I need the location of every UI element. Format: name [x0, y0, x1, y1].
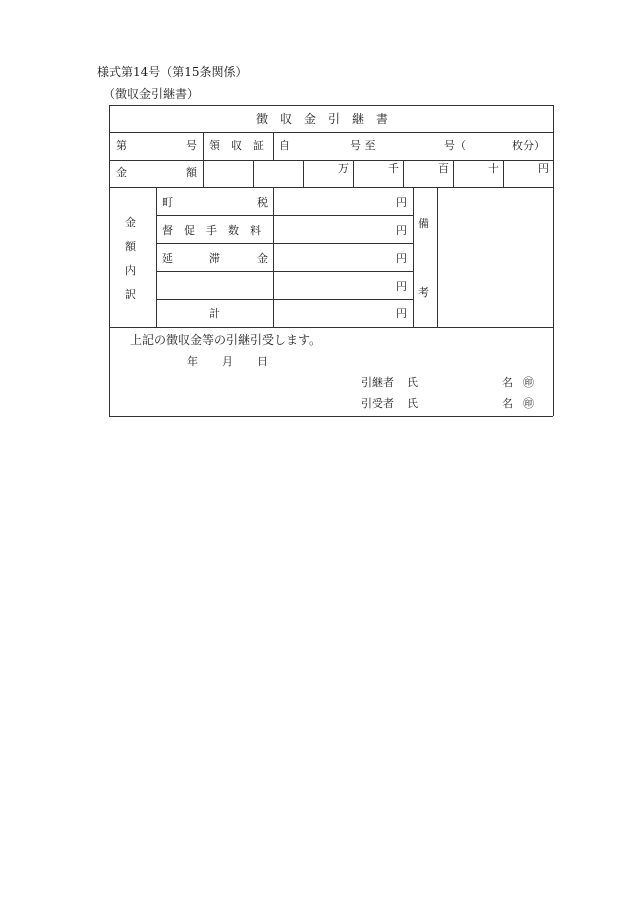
col-divider [437, 187, 438, 327]
col-divider [203, 160, 204, 187]
breakdown-label-1: 金 [125, 216, 136, 229]
breakdown-label-2: 額 [125, 240, 136, 253]
item-total: 計 [209, 307, 220, 320]
form-subtitle: （徴収金引継書） [103, 87, 200, 101]
remarks-label-top: 備 [418, 217, 429, 230]
footer-statement: 上記の徴収金等の引継引受します。 [130, 333, 322, 347]
item-unit: 円 [396, 252, 407, 265]
number-prefix: 第 [116, 139, 127, 152]
unit-hyaku: 百 [438, 162, 449, 175]
receiver-seal-icon: ㊞ [523, 397, 534, 410]
col-divider [503, 160, 504, 187]
row-divider [156, 299, 413, 300]
table-border-top [109, 105, 553, 106]
col-divider [413, 187, 414, 327]
col-divider [453, 160, 454, 187]
col-divider [403, 160, 404, 187]
row-divider [109, 327, 553, 328]
col-divider [303, 160, 304, 187]
receiver-role: 引受者 [361, 397, 394, 410]
amount-label-gaku: 額 [186, 166, 197, 179]
item-unit: 円 [396, 307, 407, 320]
table-title: 徴 収 金 引 継 書 [256, 112, 389, 126]
handover-mei: 名 [502, 376, 513, 389]
row-divider [156, 243, 413, 244]
form-number: 様式第14号（第15条関係） [97, 65, 248, 79]
row-divider [156, 215, 413, 216]
handover-seal-icon: ㊞ [523, 376, 534, 389]
amount-label-kin: 金 [116, 166, 127, 179]
receipt-to: 号 至 [350, 139, 376, 152]
breakdown-label-4: 訳 [125, 288, 136, 301]
row-divider [109, 160, 553, 161]
item-reminder-fee: 督 促 手 数 料 [162, 224, 261, 237]
receipt-from: 自 [279, 139, 290, 152]
item-late-fee-mid: 滞 [209, 252, 220, 265]
unit-juu: 十 [488, 162, 499, 175]
item-town-tax-left: 町 [162, 196, 173, 209]
table-border-right [553, 105, 554, 416]
date-day: 日 [257, 355, 268, 368]
row-divider [109, 187, 553, 188]
date-year: 年 [187, 355, 198, 368]
item-town-tax-right: 税 [257, 196, 268, 209]
table-border-left [109, 105, 110, 416]
col-divider [273, 187, 274, 327]
item-late-fee-right: 金 [257, 252, 268, 265]
unit-sen: 千 [388, 162, 399, 175]
row-divider [156, 271, 413, 272]
row-divider [109, 132, 553, 133]
item-late-fee-left: 延 [162, 252, 173, 265]
receiver-mei: 名 [502, 397, 513, 410]
breakdown-label-3: 内 [125, 264, 136, 277]
date-month: 月 [222, 355, 233, 368]
receipt-go-paren: 号（ [444, 139, 466, 152]
handover-shi: 氏 [407, 376, 418, 389]
table-border-bottom [109, 416, 553, 417]
item-unit: 円 [396, 280, 407, 293]
unit-en: 円 [538, 162, 549, 175]
receiver-shi: 氏 [407, 397, 418, 410]
col-divider [253, 160, 254, 187]
receipt-label: 領 収 証 [209, 139, 264, 152]
col-divider [156, 187, 157, 327]
item-unit: 円 [396, 196, 407, 209]
col-divider [273, 132, 274, 160]
number-suffix: 号 [186, 139, 197, 152]
col-divider [203, 132, 204, 160]
receipt-sheets: 枚分） [512, 139, 545, 152]
item-unit: 円 [396, 224, 407, 237]
handover-role: 引継者 [361, 376, 394, 389]
col-divider [353, 160, 354, 187]
unit-man: 万 [338, 162, 349, 175]
remarks-label-bottom: 考 [418, 286, 429, 299]
